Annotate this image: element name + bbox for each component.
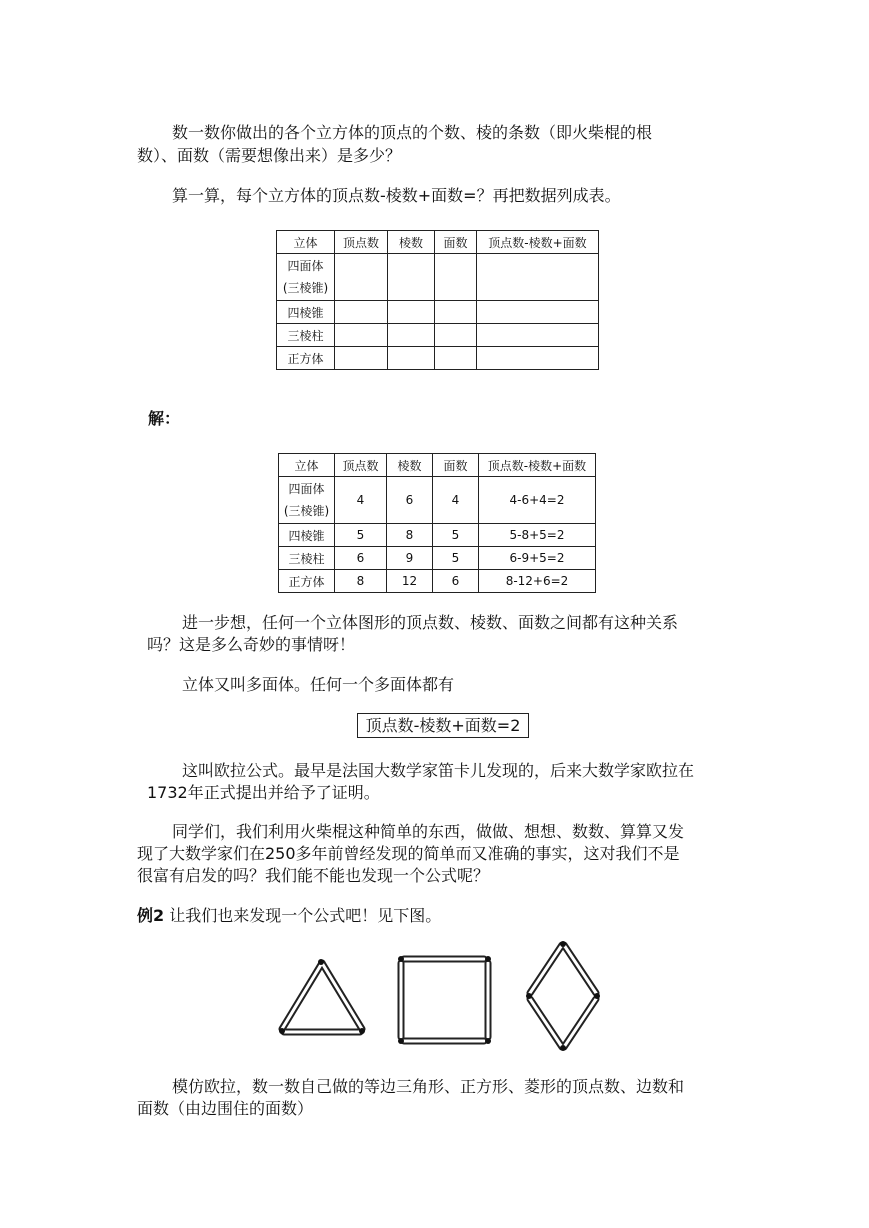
table-header: 棱数	[387, 454, 433, 477]
table-row	[277, 324, 599, 347]
table-row	[279, 570, 596, 593]
vertex-cell: 5	[335, 524, 387, 547]
result-cell: 6-9+5=2	[479, 547, 596, 570]
table-cell	[477, 301, 599, 324]
result-cell: 5-8+5=2	[479, 524, 596, 547]
result-cell: 4-6+4=2	[479, 477, 596, 524]
table-cell	[435, 347, 477, 370]
table-cell	[477, 254, 599, 301]
edge-cell: 8	[387, 524, 433, 547]
table-cell-name: 四棱锥	[277, 301, 335, 324]
para1-line-2: 吗？这是多么奇妙的事情呀！	[147, 635, 356, 654]
table-header-row	[279, 454, 596, 477]
face-cell: 6	[433, 570, 479, 593]
edge-cell: 12	[387, 570, 433, 593]
table-header: 立体	[279, 454, 335, 477]
table-cell-name: 三棱柱	[277, 324, 335, 347]
table-row	[277, 347, 599, 370]
rhombus-figure	[530, 945, 596, 1047]
table-cell-name	[279, 477, 335, 524]
table-header: 顶点数	[335, 454, 387, 477]
table-header-row	[277, 231, 599, 254]
para1-line-1: 进一步想，任何一个立体图形的顶点数、棱数、面数之间都有这种关系	[182, 613, 679, 632]
table-cell-name: 正方体	[279, 570, 335, 593]
row-name: 四面体	[288, 482, 325, 496]
row-name-sub: (三棱锥)	[283, 504, 330, 518]
table-cell	[335, 324, 388, 347]
table-row	[277, 254, 599, 301]
vertex-cell: 4	[335, 477, 387, 524]
table-cell	[335, 301, 388, 324]
para4-line-1: 同学们，我们利用火柴棍这种简单的东西，做做、想想、数数、算算又发	[172, 822, 685, 841]
answer-table	[278, 453, 596, 593]
table-header: 面数	[435, 231, 477, 254]
matchstick-figures	[0, 935, 869, 1085]
vertex-cell: 8	[335, 570, 387, 593]
edge-cell: 9	[387, 547, 433, 570]
table-row	[277, 301, 599, 324]
table-row	[279, 477, 596, 524]
row-name-sub: (三棱锥)	[282, 281, 329, 295]
intro-line-1: 数一数你做出的各个立方体的顶点的个数、棱的条数（即火柴棍的根	[172, 123, 653, 142]
example-label: 例2	[137, 906, 165, 925]
table-row	[279, 524, 596, 547]
edge-cell: 6	[387, 477, 433, 524]
para5-line-1: 模仿欧拉，数一数自己做的等边三角形、正方形、菱形的顶点数、边数和	[172, 1077, 685, 1096]
table-cell	[435, 254, 477, 301]
table-cell-name	[277, 254, 335, 301]
table-cell	[477, 324, 599, 347]
intro-line-2: 数）、面数（需要想像出来）是多少？	[137, 146, 402, 165]
triangle-figure	[282, 963, 362, 1032]
table-cell	[388, 254, 435, 301]
square-figure	[401, 959, 488, 1041]
table-cell	[477, 347, 599, 370]
euler-formula-box: 顶点数-棱数+面数=2	[357, 713, 529, 738]
table-cell-name: 三棱柱	[279, 547, 335, 570]
result-cell: 8-12+6=2	[479, 570, 596, 593]
table-cell-name: 正方体	[277, 347, 335, 370]
example-text: 让我们也来发现一个公式吧！见下图。	[169, 906, 442, 925]
table-cell	[435, 301, 477, 324]
example-2	[137, 905, 441, 927]
para4-line-2: 现了大数学家们在250多年前曾经发现的简单而又准确的事实，这对我们不是	[137, 844, 680, 863]
table-cell	[388, 301, 435, 324]
face-cell: 5	[433, 524, 479, 547]
table-cell	[335, 254, 388, 301]
table-row	[279, 547, 596, 570]
solution-label: 解：	[148, 409, 181, 428]
empty-table	[276, 230, 599, 370]
para4-line-3: 很富有启发的吗？我们能不能也发现一个公式呢？	[137, 866, 490, 885]
para3-line-1: 这叫欧拉公式。最早是法国大数学家笛卡儿发现的，后来大数学家欧拉在	[182, 761, 695, 780]
table-header: 棱数	[388, 231, 435, 254]
table-cell	[435, 324, 477, 347]
table-cell	[335, 347, 388, 370]
table-cell	[388, 347, 435, 370]
table-header: 面数	[433, 454, 479, 477]
vertex-cell: 6	[335, 547, 387, 570]
para5-line-2: 面数（由边围住的面数）	[137, 1099, 314, 1118]
para2: 立体又叫多面体。任何一个多面体都有	[182, 675, 455, 694]
para3-line-2: 1732年正式提出并给予了证明。	[147, 783, 380, 802]
table-header: 顶点数-棱数+面数	[477, 231, 599, 254]
table-header: 立体	[277, 231, 335, 254]
table-cell-name: 四棱锥	[279, 524, 335, 547]
table-cell	[388, 324, 435, 347]
face-cell: 5	[433, 547, 479, 570]
intro-line-3: 算一算，每个立方体的顶点数-棱数+面数=？再把数据列成表。	[172, 186, 621, 205]
face-cell: 4	[433, 477, 479, 524]
table-header: 顶点数	[335, 231, 388, 254]
row-name: 四面体	[287, 259, 324, 273]
table-header: 顶点数-棱数+面数	[479, 454, 596, 477]
